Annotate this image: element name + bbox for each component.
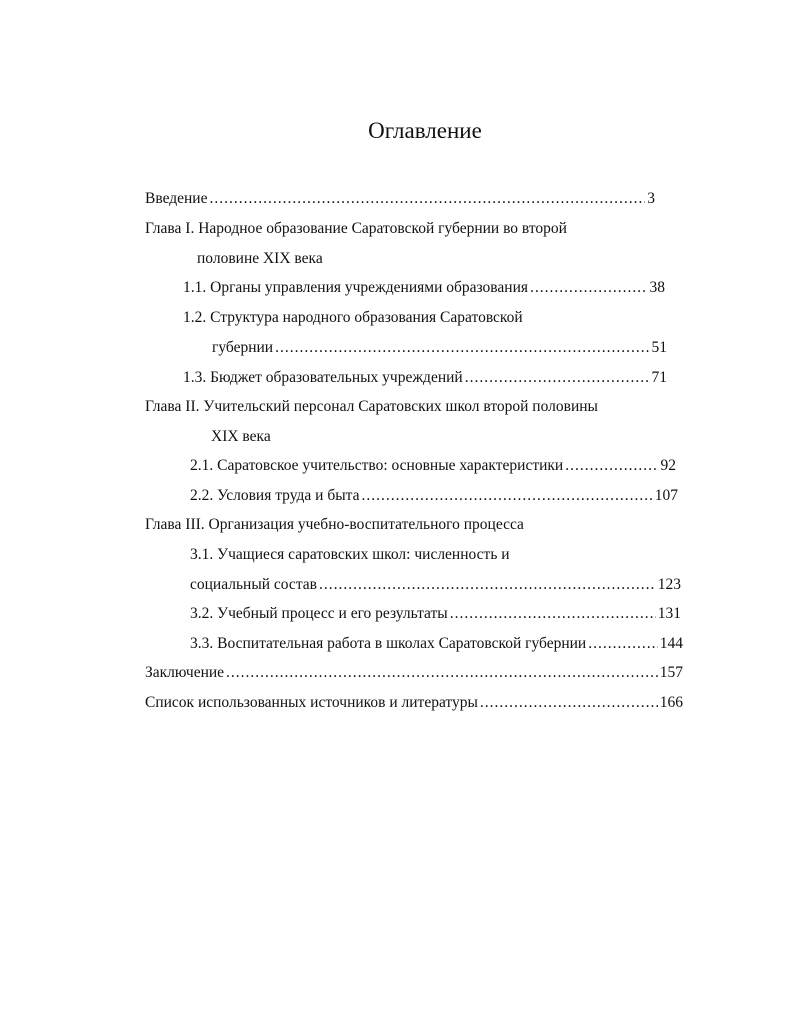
toc-entry-text: Список использованных источников и литературы <box>145 694 478 711</box>
toc-entry-1-2-line2[interactable] <box>212 338 667 358</box>
toc-page-number: 107 <box>654 487 678 504</box>
toc-page-number: 157 <box>659 664 683 681</box>
leader-dots <box>530 278 648 298</box>
page-title: Оглавление <box>368 118 482 143</box>
toc-page-number: 144 <box>659 635 683 652</box>
toc-entry-conclusion[interactable] <box>145 663 683 683</box>
leader-dots <box>209 189 645 209</box>
toc-entry-3-1-line1[interactable]: 3.1. Учащиеся саратовских школ: численность и <box>190 546 510 563</box>
toc-chapter-2-line1[interactable]: Глава II. Учительский персонал Саратовских школ второй половины <box>145 398 598 415</box>
toc-chapter-1-line1[interactable]: Глава I. Народное образование Саратовской губернии во второй <box>145 220 567 237</box>
toc-entry-text: Введение <box>145 190 208 207</box>
toc-entry-text: 2.1. Саратовское учительство: основные характеристики <box>190 457 564 474</box>
leader-dots <box>588 634 658 654</box>
toc-entry-1-3[interactable] <box>183 368 667 388</box>
toc-entry-text: 3.3. Воспитательная работа в школах Саратовской губернии <box>190 635 587 652</box>
leader-dots <box>226 663 658 683</box>
toc-page-number: 131 <box>657 605 681 622</box>
toc-entry-3-2[interactable] <box>190 604 681 624</box>
toc-chapter-1-line2[interactable]: половине XIX века <box>197 250 323 267</box>
toc-entry-3-1-line2[interactable] <box>190 575 681 595</box>
toc-entry-text: 2.2. Условия труда и быта <box>190 487 360 504</box>
toc-entry-text: Заключение <box>145 664 225 681</box>
toc-entry-text: 3.2. Учебный процесс и его результаты <box>190 605 448 622</box>
toc-entry-text: социальный состав <box>190 576 317 593</box>
toc-entry-1-1[interactable] <box>183 278 665 298</box>
toc-entry-3-3[interactable] <box>190 634 683 654</box>
toc-entry-text: 1.1. Органы управления учреждениями образования <box>183 279 528 296</box>
toc-page-number: 166 <box>659 694 683 711</box>
toc-page-number: 92 <box>660 457 676 474</box>
toc-entry-text: губернии <box>212 339 274 356</box>
toc-page-number: 51 <box>651 339 667 356</box>
leader-dots <box>565 456 658 476</box>
toc-entry-2-1[interactable] <box>190 456 676 476</box>
leader-dots <box>450 604 656 624</box>
toc-chapter-3-line1[interactable]: Глава III. Организация учебно-воспитательного процесса <box>145 516 524 533</box>
toc-page-number: 38 <box>649 279 665 296</box>
toc-chapter-2-line2[interactable]: XIX века <box>211 428 271 445</box>
toc-entry-1-2-line1[interactable]: 1.2. Структура народного образования Саратовской <box>183 309 523 326</box>
leader-dots <box>480 693 658 713</box>
leader-dots <box>275 338 649 358</box>
toc-page-number: 123 <box>657 576 681 593</box>
toc-page-number: 3 <box>647 190 655 207</box>
leader-dots <box>361 486 652 506</box>
toc-entry-2-2[interactable] <box>190 486 678 506</box>
toc-page-number: 71 <box>651 369 667 386</box>
leader-dots <box>465 368 650 388</box>
leader-dots <box>319 575 656 595</box>
toc-entry-text: 1.3. Бюджет образовательных учреждений <box>183 369 463 386</box>
toc-entry-sources[interactable] <box>145 693 683 713</box>
toc-entry-intro[interactable] <box>145 189 655 209</box>
